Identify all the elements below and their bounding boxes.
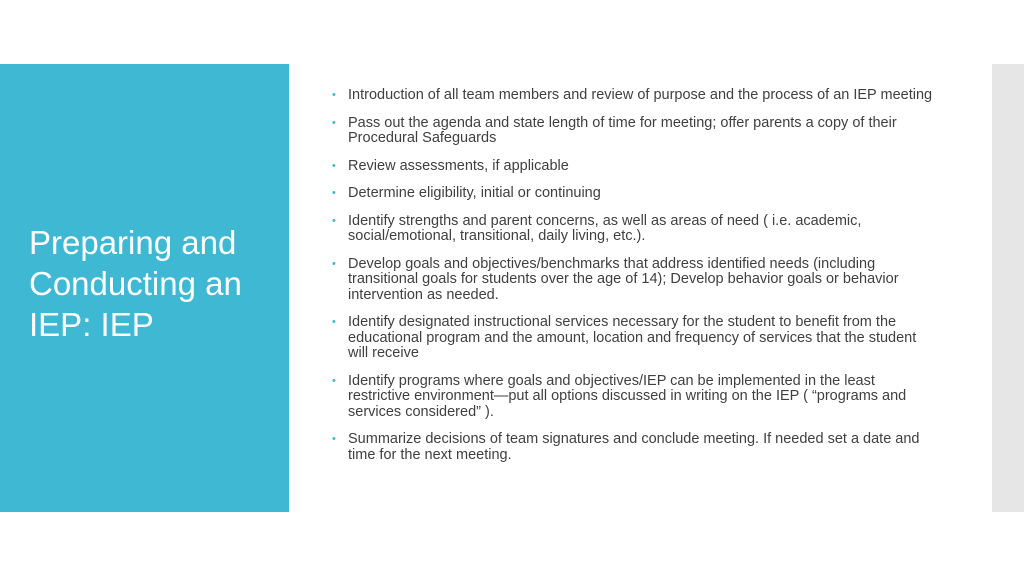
bullet-text: Pass out the agenda and state length of time for meeting; offer parents a copy of their Procedural Safeguards xyxy=(348,114,897,146)
bullet-text: Introduction of all team members and review of purpose and the process of an IEP meeting xyxy=(348,87,933,103)
bullet-item xyxy=(330,159,940,175)
bullet-dot-icon: • xyxy=(332,89,336,101)
bullet-dot-icon: • xyxy=(332,214,336,227)
bullet-dot-icon: • xyxy=(332,116,336,129)
bullet-item xyxy=(330,214,940,245)
bullet-dot-icon: • xyxy=(332,257,336,270)
right-side-strip xyxy=(992,64,1024,512)
bullet-dot-icon: • xyxy=(332,159,336,172)
bullet-item xyxy=(330,186,940,202)
bullet-dot-icon: • xyxy=(332,433,336,445)
bullet-item xyxy=(330,88,940,104)
bullet-text: Identify strengths and parent concerns, as well as areas of need ( i.e. academic, social/emotional, transitional, daily living, etc.). xyxy=(348,212,862,244)
bullet-dot-icon: • xyxy=(332,316,336,328)
bullet-item xyxy=(330,257,940,304)
bullet-text: Identify designated instructional services necessary for the student to benefit from the educational program and the amount, location and frequency of services that the student will receive xyxy=(348,314,917,361)
bullet-dot-icon: • xyxy=(332,374,336,387)
bullet-item xyxy=(330,315,940,362)
bullet-item xyxy=(330,374,940,421)
bullet-text: Develop goals and objectives/benchmarks that address identified needs (including transitional goals for students over the age of 14); Develop behavior goals or behavior intervention as needed. xyxy=(348,255,899,303)
bullet-text: Identify programs where goals and objectives/IEP can be implemented in the least restrictive environment—put all options discussed in writing on the IEP ( “programs and services considered” ). xyxy=(348,372,907,420)
slide-title: Preparing and Conducting an IEP: IEP xyxy=(29,224,242,343)
bullet-text: Summarize decisions of team signatures and conclude meeting. If needed set a date and time for the next meeting. xyxy=(348,431,920,463)
bullet-item xyxy=(330,432,940,463)
bullet-text: Determine eligibility, initial or continuing xyxy=(348,185,601,201)
bullet-item xyxy=(330,116,940,147)
bullet-list xyxy=(330,88,940,475)
bullet-dot-icon: • xyxy=(332,187,336,199)
bullet-text: Review assessments, if applicable xyxy=(348,157,569,174)
